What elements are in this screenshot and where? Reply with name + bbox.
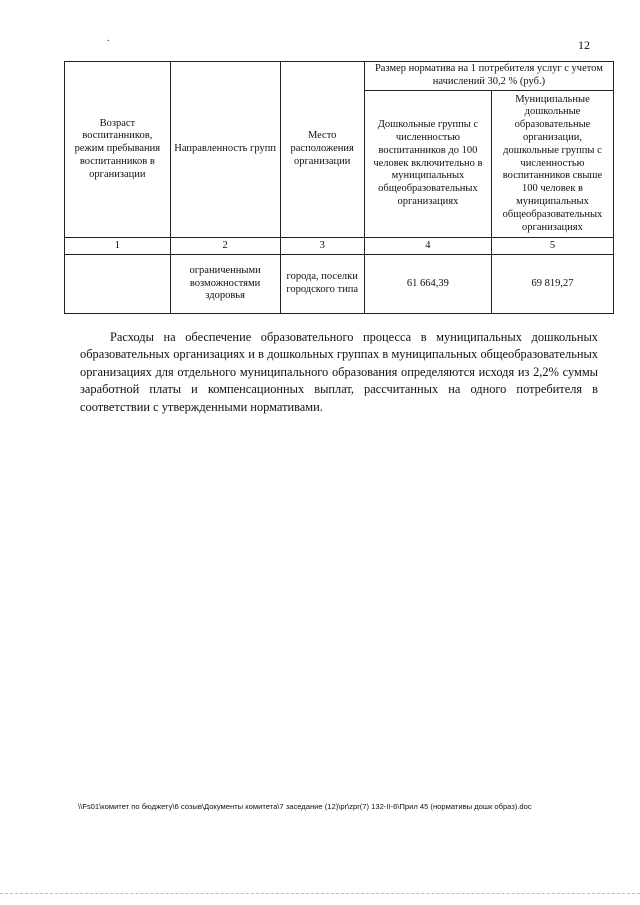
expenses-paragraph: Расходы на обеспечение образовательного процесса в муниципальных дошкольных образовательных организациях и в дошкольных группах в муниципальных общеобразовательных организациях для отдельного муниципального образования определяются исходя из 2,2% суммы заработной платы и компенсационных выплат, рассчитанных на одного потребителя в соответствии с утвержденными нормативами. xyxy=(80,330,598,414)
column-number: 1 xyxy=(65,238,171,255)
table-numbering-row xyxy=(65,238,614,255)
cell-age xyxy=(65,255,171,314)
table-header-row xyxy=(65,62,614,91)
header-age-regime: Возраст воспитанников, режим пребывания воспитанников в организации xyxy=(65,62,171,238)
norms-table xyxy=(64,61,614,314)
column-number: 2 xyxy=(170,238,280,255)
column-number: 3 xyxy=(280,238,364,255)
header-municipal-preschool-over-100: Муниципальные дошкольные образовательные организации, дошкольные группы с численностью воспитанников свыше 100 человек в муниципальных общеобразовательных организациях xyxy=(491,91,613,238)
cell-location: города, поселки городского типа xyxy=(280,255,364,314)
cell-norm-upto-100: 61 664,39 xyxy=(364,255,491,314)
column-number: 4 xyxy=(364,238,491,255)
scan-mark: . xyxy=(107,33,110,44)
table-row xyxy=(65,255,614,314)
header-location: Место расположения организации xyxy=(280,62,364,238)
page-number: 12 xyxy=(578,38,590,52)
column-number: 5 xyxy=(491,238,613,255)
header-preschool-groups-upto-100: Дошкольные группы с численностью воспитанников до 100 человек включительно в муниципальных общеобразовательных организациях xyxy=(364,91,491,238)
scan-edge-line xyxy=(0,893,640,894)
header-norm-size: Размер норматива на 1 потребителя услуг с учетом начислений 30,2 % (руб.) xyxy=(364,62,613,91)
cell-norm-over-100: 69 819,27 xyxy=(491,255,613,314)
cell-orientation: ограниченными возможностями здоровья xyxy=(170,255,280,314)
header-group-orientation: Направленность групп xyxy=(170,62,280,238)
footer-file-path: \\Fs01\комитет по бюджету\6 созыв\Документы комитета\7 заседание (12)\pr\zpr(7) 132-II-6\Прил 45 (нормативы дошк образ).doc xyxy=(78,802,532,811)
